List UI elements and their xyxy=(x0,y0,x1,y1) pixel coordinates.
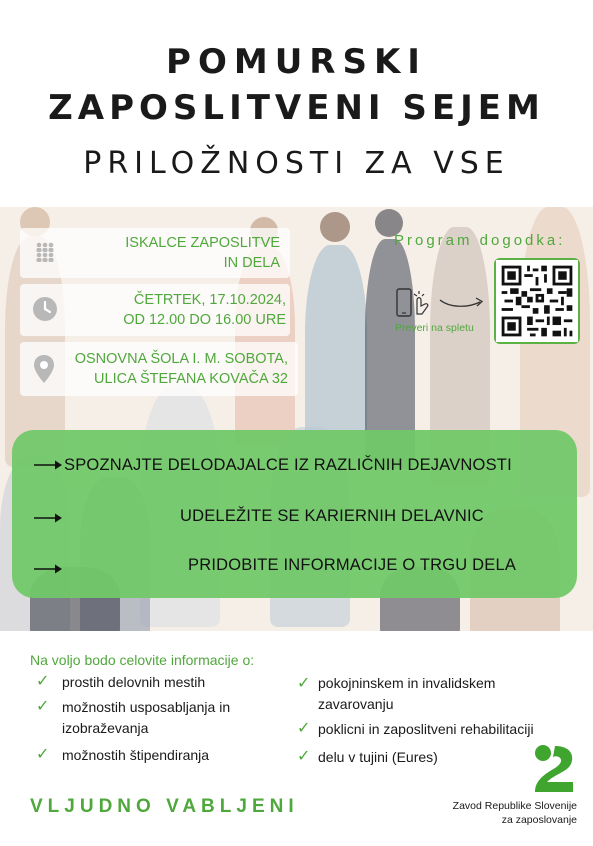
detail-item: možnostih štipendiranja xyxy=(62,747,210,763)
arrow-to-qr-icon xyxy=(438,294,486,310)
check-icon: ✓ xyxy=(36,746,50,763)
organisation-name: Zavod Republike Slovenije za zaposlovanje xyxy=(452,800,577,826)
highlight-employers: SPOZNAJTE DELODAJALCE IZ RAZLIČNIH DEJAVNOSTI xyxy=(64,456,512,474)
qr-code-icon xyxy=(496,260,578,342)
phone-tap-icon xyxy=(395,288,435,318)
detail-item: delu v tujini (Eures) xyxy=(318,749,438,765)
detail-item: možnostih usposabljanja in xyxy=(62,699,231,715)
check-icon: ✓ xyxy=(297,675,311,692)
people-icon xyxy=(33,240,57,264)
arrow-right-icon xyxy=(34,459,64,471)
detail-item: pokojninskem in invalidskem xyxy=(318,675,496,691)
clock-icon xyxy=(32,296,58,322)
invitation-text: VLJUDNO VABLJENI xyxy=(30,796,299,817)
check-icon: ✓ xyxy=(297,720,311,737)
date-text: ČETRTEK, 17.10.2024, OD 12.00 DO 16.00 URE xyxy=(123,292,286,328)
arrow-right-icon xyxy=(34,563,64,575)
location-pin-icon xyxy=(33,354,55,384)
audience-text: ISKALCE ZAPOSLITVE IN DELA xyxy=(125,235,280,271)
title-line-2: ZAPOSLITVENI SEJEM xyxy=(48,88,545,128)
highlight-labour-market: PRIDOBITE INFORMACIJE O TRGU DELA xyxy=(188,556,517,574)
program-title: Program dogodka: xyxy=(394,232,566,249)
zrsz-logo-icon xyxy=(529,744,577,794)
check-online-caption: Preveri na spletu xyxy=(395,322,474,334)
qr-code[interactable] xyxy=(494,258,580,344)
detail-item: prostih delovnih mestih xyxy=(62,674,206,690)
subtitle: PRILOŽNOSTI ZA VSE xyxy=(83,146,510,181)
check-icon: ✓ xyxy=(36,698,50,715)
highlight-workshops: UDELEŽITE SE KARIERNIH DELAVNIC xyxy=(180,507,484,525)
detail-item: izobraževanja xyxy=(62,720,149,736)
title-line-1: POMURSKI xyxy=(166,42,427,82)
detail-item: poklicni in zaposlitveni rehabilitaciji xyxy=(318,721,534,737)
location-text: OSNOVNA ŠOLA I. M. SOBOTA, ULICA ŠTEFANA KOVAČA 32 xyxy=(74,351,288,387)
detail-item: zavarovanju xyxy=(318,696,394,712)
details-intro: Na voljo bodo celovite informacije o: xyxy=(30,652,255,668)
check-icon: ✓ xyxy=(36,673,50,690)
check-icon: ✓ xyxy=(297,748,311,765)
arrow-right-icon xyxy=(34,512,64,524)
